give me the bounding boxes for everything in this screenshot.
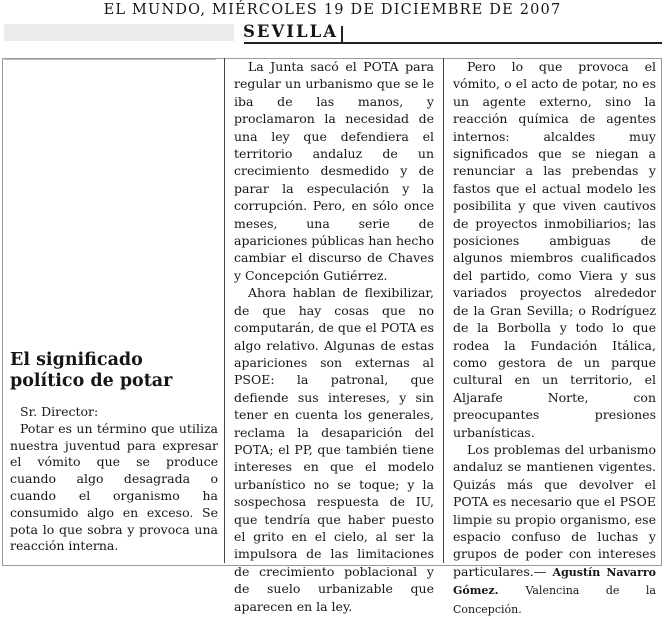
letter-headline: El significado político de potar [10, 350, 173, 391]
body-paragraph: Ahora hablan de flexibilizar, de que hay cosas que no computarán, de que el POTA es algo relativo. Algunas de estas apariciones son externas al PSOE: la patronal, que defiende sus intereses, y sin tener en cuenta los generales, reclama la desaparición del POTA; el PP, que también tiene intereses en que el modelo urbanístico no se toque; y la sospechosa respuesta de IU, que tendría que haber puesto el grito en el cielo, al ser la impulsora de las limitaciones de crecimiento poblacional y de suelo urbanizable que aparecen en la ley. [234, 285, 434, 614]
section-label: SEVILLA [243, 22, 339, 41]
section-underline [244, 42, 662, 44]
column-rule [224, 58, 225, 563]
signature-place: Valencina de la Concepción. [453, 584, 656, 616]
blank-column-area [4, 59, 216, 345]
newspaper-masthead: EL MUNDO, MIÉRCOLES 19 DE DICIEMBRE DE 2007 [103, 2, 562, 18]
letter-column [10, 404, 218, 555]
body-paragraph: Pero lo que provoca el vómito, o el acto de potar, no es un agente externo, sino la reacción química de agentes internos: alcaldes muy significados que se niegan a renunciar a las prebendas y fastos que el actual modelo les posibilita y que viven cautivos de proyectos inmobiliarios; las posiciones ambiguas de algunos miembros cualificados del partido, como Viera y sus variados proyectos alrededor de la Gran Sevilla; o Rodríguez de la Borbolla y todo lo que rodea la Fundación Itálica, como gestora de un parque cultural en un territorio, el Aljarafe Norte, con preocupantes presiones urbanísticas. [453, 59, 656, 440]
masthead-shaded-block [4, 24, 234, 41]
body-paragraph: La Junta sacó el POTA para regular un urbanismo que se le iba de las manos, y proclamaron la necesidad de una ley que defendiera el territorio andaluz de un crecimiento desmedido y de parar la especulación y la corrupción. Pero, en sólo once meses, una serie de apariciones públicas han hecho cambiar el discurso de Chaves y Concepción Gutiérrez. [234, 59, 434, 283]
column-rule [443, 58, 444, 563]
article-column-middle [234, 58, 434, 615]
article-column-right [453, 58, 656, 618]
body-paragraph [453, 441, 656, 618]
signature-name: Agustín Navarro Gómez. [453, 565, 656, 598]
closing-text: Los problemas del urbanismo andaluz se mantienen vigentes. Quizás más que devolver el POTA es necesario que el PSOE limpie su propio organismo, ese espacio confuso de luchas y grupos de poder con intereses particulares.— [453, 441, 656, 579]
letter-salutation: Sr. Director: [20, 404, 99, 419]
section-header [0, 22, 665, 44]
letter-paragraph: Potar es un término que utiliza nuestra juventud para expresar el vómito que se produce cuando algo desagrada o cuando el organismo ha consumido algo en exceso. Se pota lo que sobra y provoca una reacción interna. [10, 420, 218, 554]
